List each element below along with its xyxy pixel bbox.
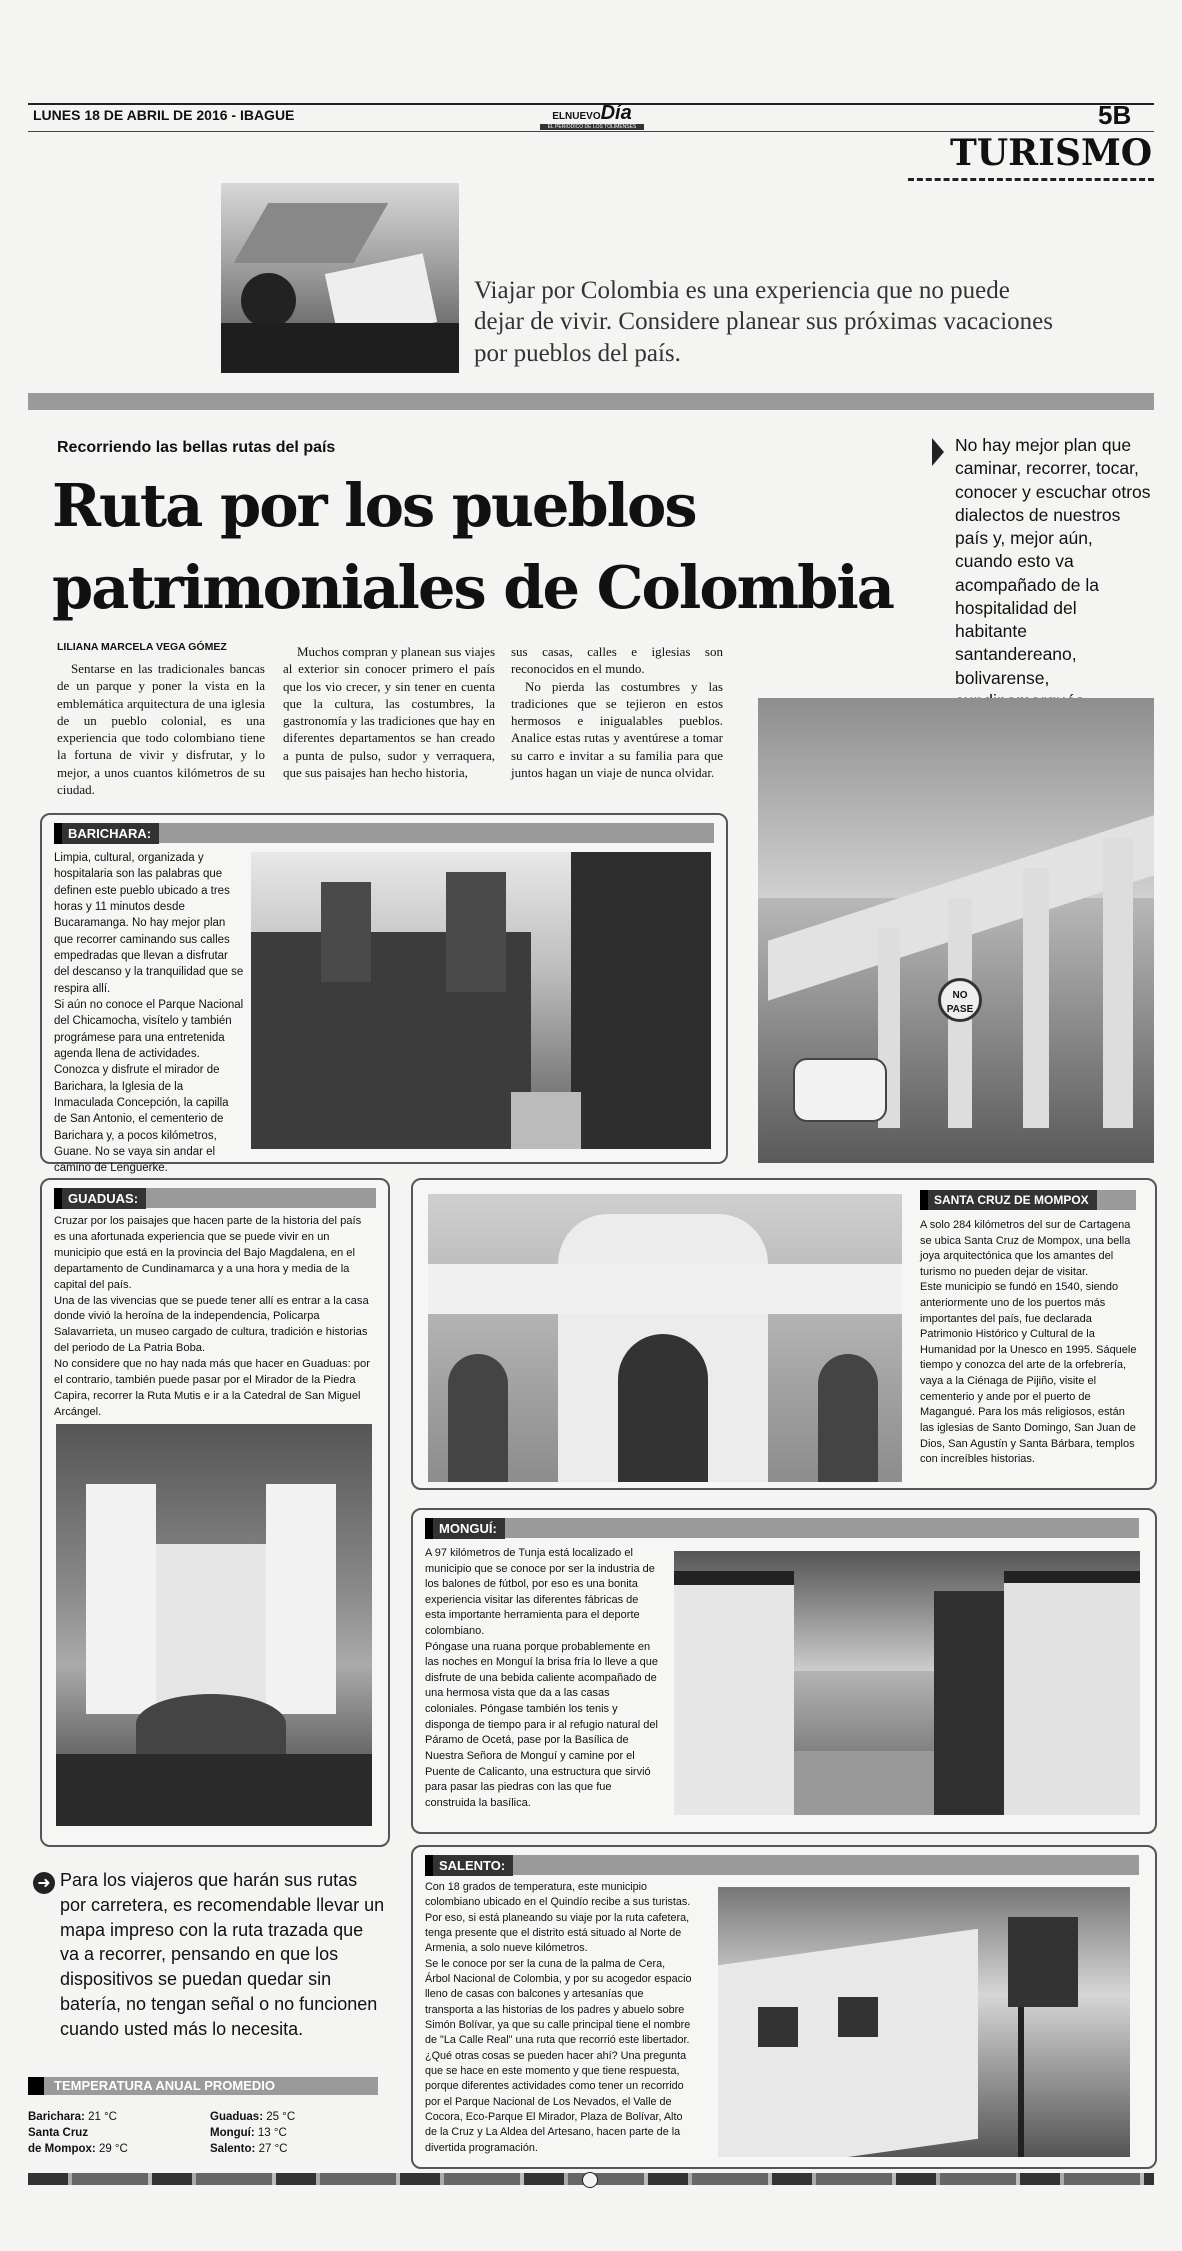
- temperature-row: [210, 2125, 295, 2141]
- temperature-right-list: [210, 2109, 295, 2157]
- temperature-value: 25 °C: [266, 2111, 296, 2123]
- header-date: LUNES 18 DE ABRIL DE 2016 - IBAGUE: [33, 107, 295, 123]
- mompox-arch-photo: [428, 1194, 902, 1482]
- logo-sub: EL PERIÓDICO DE LOS TOLIMENSES: [540, 124, 644, 130]
- mongui-title-bar: [425, 1518, 1139, 1538]
- registration-mark-icon: [582, 2172, 598, 2188]
- temperature-label: Santa Cruz: [28, 2127, 89, 2139]
- temperature-label: Salento:: [210, 2143, 256, 2155]
- mompox-title: SANTA CRUZ DE MOMPOX: [920, 1190, 1097, 1210]
- banner-band: [28, 393, 1154, 410]
- mompox-text: A solo 284 kilómetros del sur de Cartagena se ubica Santa Cruz de Mompox, una bella joya arquitectónica que los amantes del turismo no pueden dejar de visitar. Este municipio se fundó en 1540, siendo anteriormente uno de los puertos más importantes del país, fue declarada Patrimonio Histórico y Cultural de la Humanidad por la Unesco en 1995. Sáquele tiempo y conozca del arte de la orfebrería, vaya a la Ciénaga de Pijiño, visite el cementerio y ande por el puerto de Magangué. Para los más religiosos, están las iglesias de Santo Domingo, San Juan de Dios, San Agustín y Santa Bárbara, templos con increíbles historias.: [920, 1219, 1137, 1466]
- column-3-a: sus casas, calles e iglesias son reconocidos en el mundo.: [511, 644, 723, 677]
- tip-arrow-icon: ➜: [33, 1872, 55, 1894]
- byline: LILIANA MARCELA VEGA GÓMEZ: [57, 641, 227, 653]
- convertible-car-photo: [221, 183, 459, 373]
- temperature-label: Monguí:: [210, 2127, 255, 2139]
- temperature-value: 27 °C: [258, 2143, 288, 2155]
- mongui-street-photo: [674, 1551, 1140, 1815]
- temperature-left-list: [28, 2109, 128, 2157]
- temperature-label: Guaduas:: [210, 2111, 264, 2123]
- guaduas-cathedral-photo: [56, 1424, 372, 1826]
- headline-line-1: Ruta por los pueblos: [52, 471, 696, 540]
- guaduas-text: Cruzar por los paisajes que hacen parte de la historia del país es una afortunada experiencia que se puede vivir en un municipio que está en la provincia del Bajo Magdalena, en el departamento de Cundinamarca y a una hora y media de la capital del país. Una de las vivencias que se puede tener allí es entrar a la casa donde vivió la heroína de la independencia, Policarpa Salavarrieta, un museo cargado de cultura, tradición e historias del periodo de La Patria Boba. No considere que no hay nada más que hacer en Guaduas: por el contrario, también puede pasar por el Mirador de la Piedra Capira, recorrer la Ruta Mutis e ir a la Catedral de San Miguel Arcángel.: [54, 1215, 370, 1418]
- temperature-row: [28, 2125, 128, 2141]
- pullquote: No hay mejor plan que caminar, recorrer, tocar, conocer y escuchar otros dialectos de nuestros país y, mejor aún, cuando esto va acompañado de la hospitalidad del habitante santandereano, bolivarense,: [955, 435, 1151, 688]
- temperature-label: de Mompox:: [28, 2143, 96, 2155]
- column-2: Muchos compran y planean sus viajes al exterior sin conocer primero el país que los vio crecer, y sin tener en cuenta que la cultura, las costumbres, la gastronomía y las tradiciones que hay en diferentes departamentos se han creado a punta de pulso, sudor y verraquera, que sus paisajes han hecho historia,: [283, 644, 495, 780]
- logo-main: Día: [600, 102, 632, 124]
- travel-tip: Para los viajeros que harán sus rutas por carretera, es recomendable llevar un mapa impreso con la ruta trazada que va a recorrer, pensando en que los dispositivos se puedan quedar sin batería, no tengan señal o no funcionen cuando usted más lo necesita.: [60, 1870, 385, 2039]
- guaduas-title: GUADUAS:: [54, 1188, 146, 1209]
- pullquote-marker: [932, 438, 944, 466]
- temperature-value: 29 °C: [98, 2143, 128, 2155]
- section-underline: [908, 178, 1154, 181]
- temperature-title-marker: [28, 2077, 44, 2095]
- temperature-label: Barichara:: [28, 2111, 85, 2123]
- temperature-row: [210, 2141, 295, 2157]
- mompox-colonnade-photo: [758, 698, 1154, 1163]
- salento-text: Con 18 grados de temperatura, este municipio colombiano ubicado en el Quindío recibe a sus turistas. Por eso, si está planeando su viaje por la ruta cafetera, tenga presente que el distrito está situado al Norte de Armenia, a solo nueve kilómetros. Se le conoce por ser la cuna de la palma de Cera, Árbol Nacional de Colombia, y por su acogedor espacio lleno de casas con balcones y artesanías que transporta a las historias de los padres y abuelo sobre Simón Bolívar, ya que su calle principal tiene el nombre de "La Calle Real" una ruta que recorrió este libertador. ¿Qué otras cosas se pueden hacer ahí? Una pregunta que se hace en este momento y que tiene respuesta, porque diferentes actividades como tener un recorrido por el Parque Nacional de Los Nevados, el Valle de Cocora, Eco-Parque El Mirador, Plaza de Bolívar, Alto de la Cruz y La Aldea del Artesano, hacen parte de la divertida programación.: [425, 1881, 692, 2154]
- masthead-logo: [540, 104, 644, 130]
- kicker: Recorriendo las bellas rutas del país: [57, 439, 336, 456]
- logo-top: ELNUEVO: [552, 111, 601, 122]
- page-number: 5B: [1098, 100, 1132, 130]
- salento-title: SALENTO:: [425, 1855, 513, 1876]
- barichara-title: BARICHARA:: [54, 823, 159, 844]
- barichara-text: Limpia, cultural, organizada y hospitalaria son las palabras que definen este pueblo ubicado a tres horas y 11 minutos desde Bucaramanga. No hay mejor plan que recorrer caminando sus calles empedradas que llevan a disfrutar del descanso y la tranquilidad que se respira allí. Si aún no conoce el Parque Nacional del Chicamocha, visítelo y también prográmese para una entretenida agenda llena de actividades. Conozca y disfrute el mirador de Barichara, la Iglesia de la Inmaculada Concepción, la capilla de San Antonio, el cementerio de Barichara y, a pocos kilómetros, Guane. No se vaya sin andar el camino de Lenguerke.: [54, 852, 244, 1175]
- salento-balconies-photo: [718, 1887, 1130, 2157]
- salento-title-bar: [425, 1855, 1139, 1875]
- column-3: [511, 643, 723, 781]
- column-1: Sentarse en las tradicionales bancas de un parque y poner la vista en la emblemática arquitectura de una iglesia de un pueblo colonial, es una experiencia que todo colombiano tiene la fortuna de vivir y disfrutar, y lo mejor, a unos cuantos kilómetros de su ciudad.: [57, 661, 265, 797]
- temperature-title: TEMPERATURA ANUAL PROMEDIO: [54, 2078, 275, 2093]
- column-3-b: No pierda las costumbres y las tradiciones que se tejieron en estos hermosos e inigualables pueblos. Analice estas rutas y aventúrese a tomar su carro e invitar a su familia para que juntos hagan un viaje de nunca olvidar.: [511, 678, 723, 780]
- section-title: TURISMO: [950, 132, 1153, 174]
- temperature-value: 21 °C: [88, 2111, 117, 2123]
- intro-text: Viajar por Colombia es una experiencia que no puede dejar de vivir. Considere planear sus próximas vacaciones por pueblos del país.: [474, 277, 1053, 367]
- headline-line-2: patrimoniales de Colombia: [52, 553, 893, 622]
- barichara-church-photo: [251, 852, 711, 1149]
- no-pase-sign: NO PASE: [938, 978, 982, 1022]
- temperature-row: [210, 2109, 295, 2125]
- mongui-text: A 97 kilómetros de Tunja está localizado el municipio que se conoce por ser la industria de los balones de fútbol, por eso es una bonita experiencia visitar las diferentes fábricas de esta importante herramienta para el deporte colombiano. Póngase una ruana porque probablemente en las noches en Monguí la brisa fría lo lleve a que disfrute de una bebida caliente acompañado de una hermosa vista que da a las casas coloniales. Póngase también los tenis y disponga de tiempo para ir al refugio natural del Páramo de Ocetá, pase por la Basílica de Nuestra Señora de Monguí y camine por el Puente de Calicanto, una estructura que sirvió para pasar las piedras con las que fue construida la basílica.: [425, 1547, 658, 1809]
- temperature-value: 13 °C: [257, 2127, 287, 2139]
- temperature-row: [28, 2141, 128, 2157]
- mongui-title: MONGUÍ:: [425, 1518, 505, 1539]
- headline: [52, 465, 893, 629]
- temperature-row: [28, 2109, 128, 2125]
